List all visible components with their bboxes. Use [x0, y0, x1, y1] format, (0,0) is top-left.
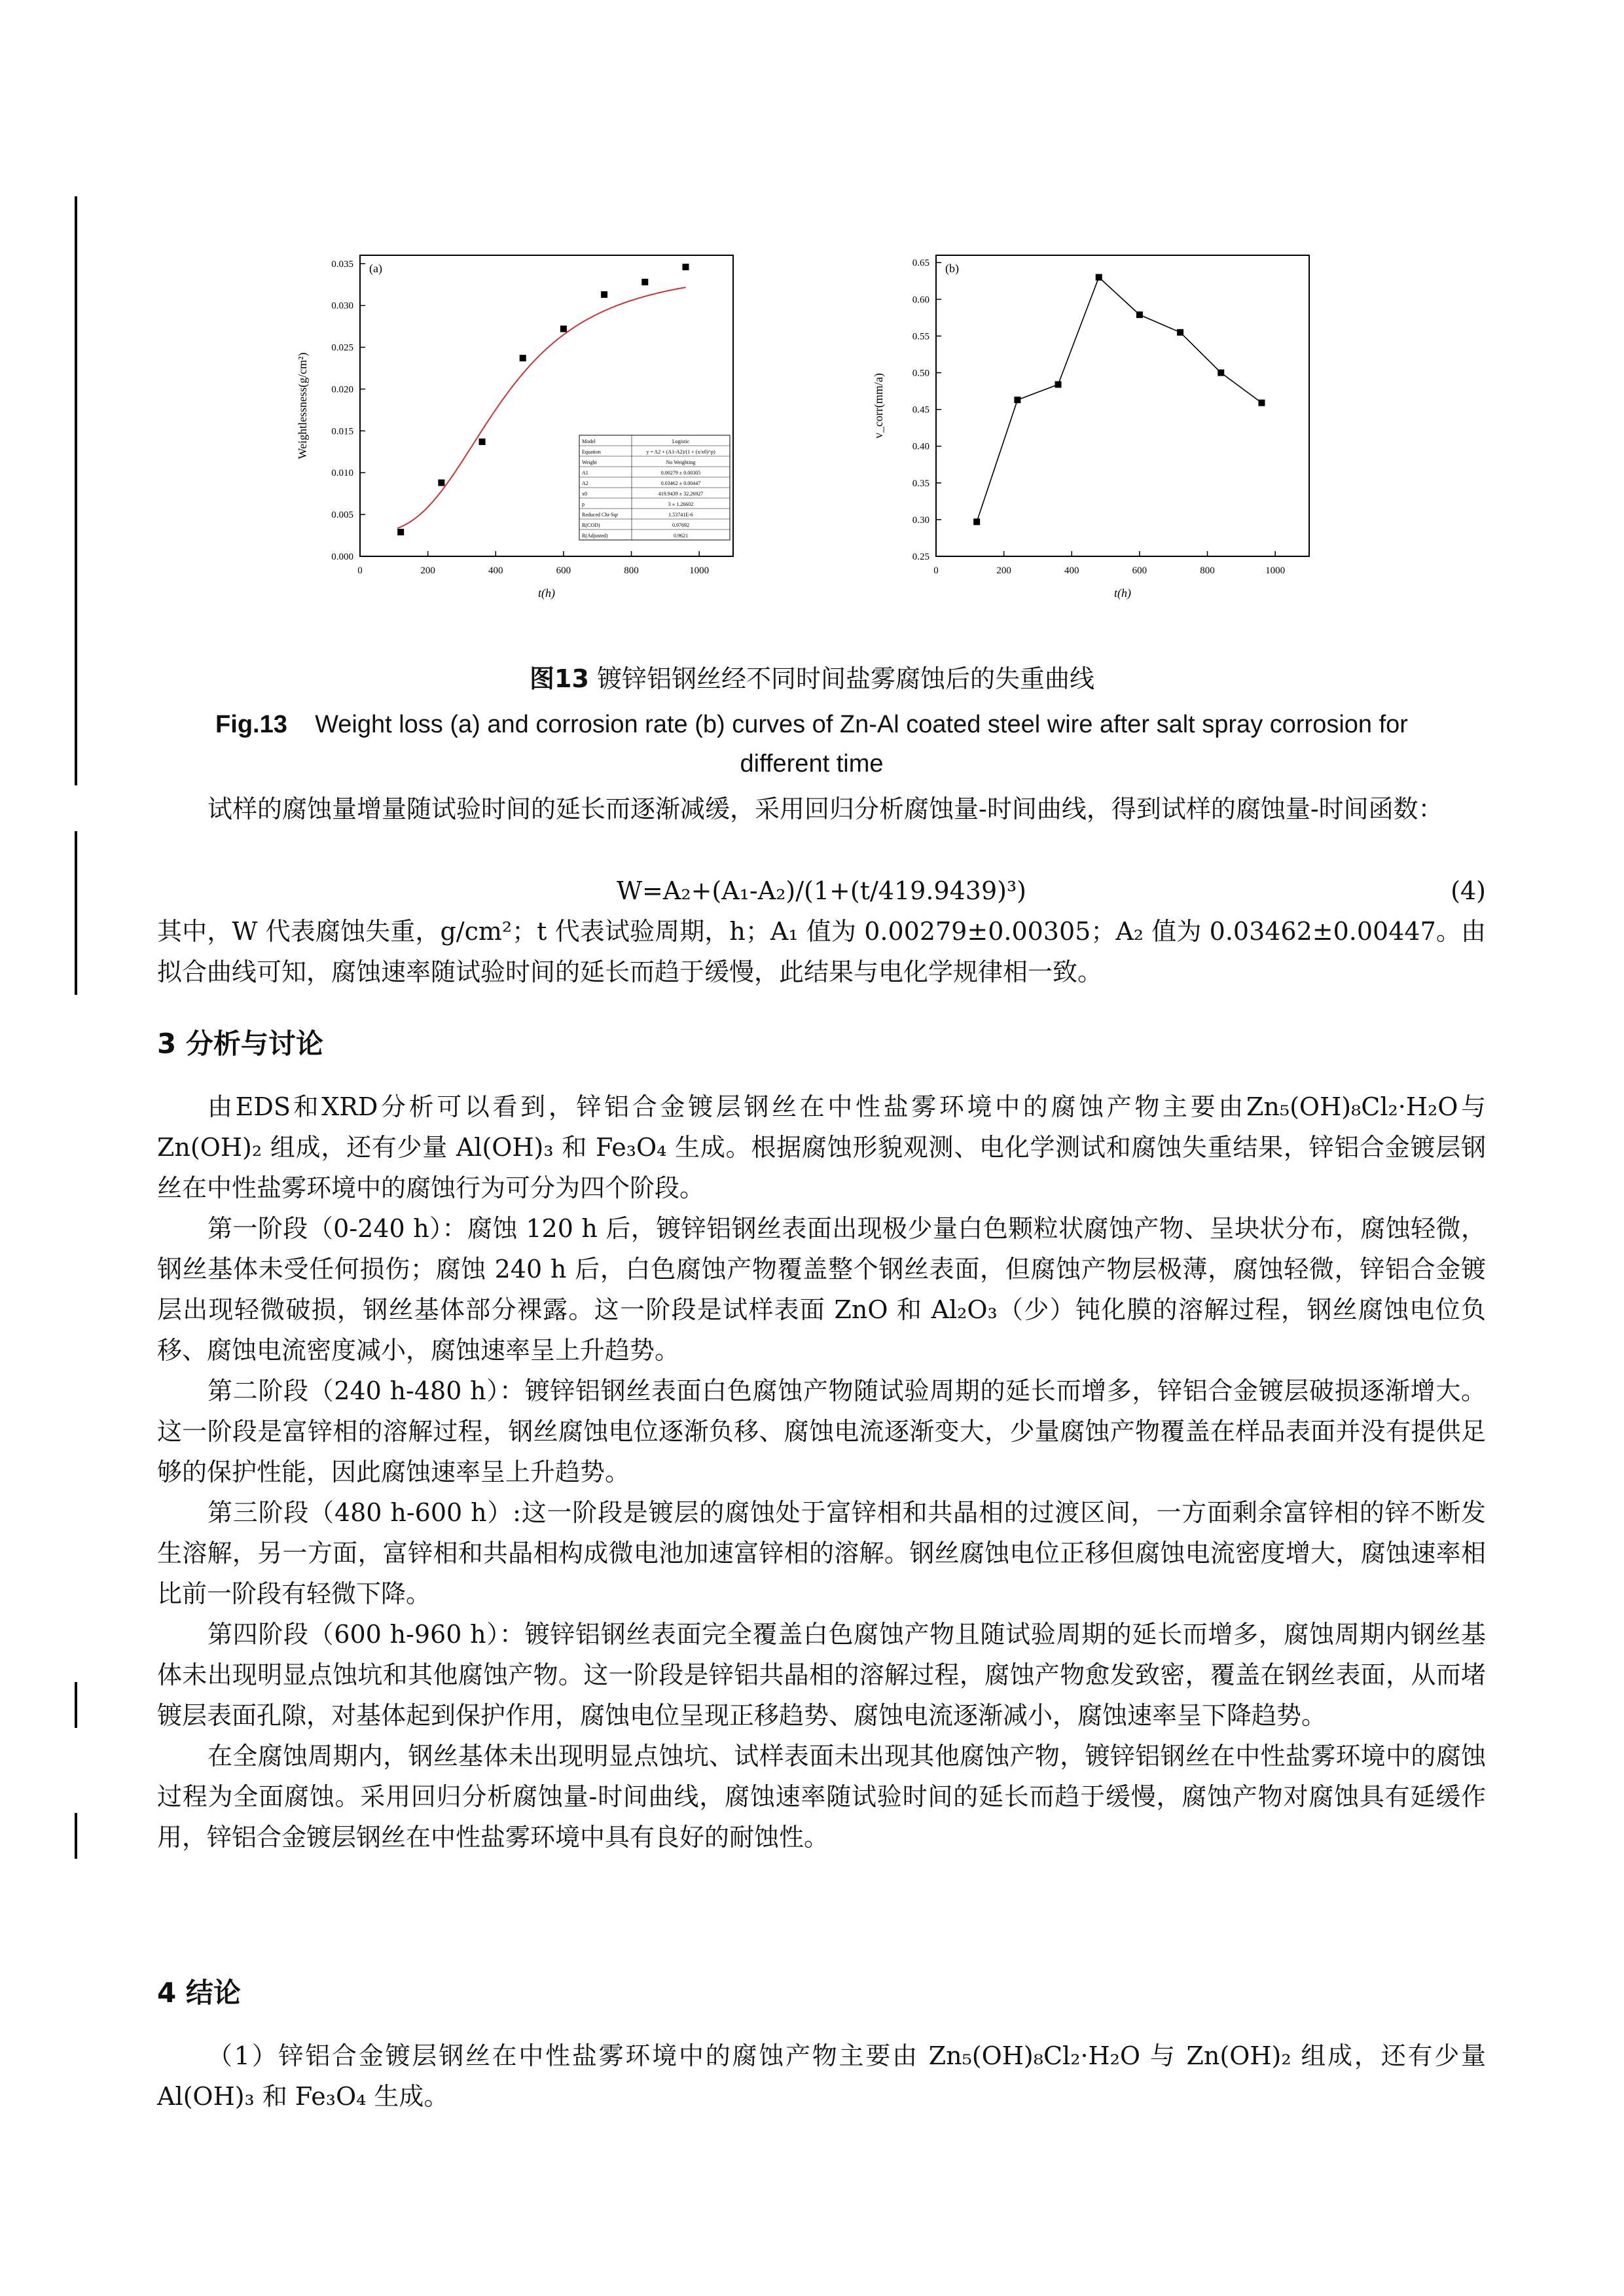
fit-table-key: R(COD) [582, 522, 600, 528]
data-point [1014, 397, 1020, 403]
panel-label: (a) [369, 262, 382, 275]
data-point [641, 279, 648, 285]
x-tick-label: 1000 [689, 565, 710, 576]
fit-table-value: 0.9621 [674, 533, 688, 539]
fit-table-value: 419.9439 ± 32.26927 [658, 491, 704, 497]
data-point [1136, 312, 1143, 318]
fit-table-key: R(Adjusted) [582, 533, 608, 539]
paragraph-text: 第四阶段（600 h-960 h）：镀锌铝钢丝表面完全覆盖白色腐蚀产物且随试验周期的延长而增多，腐蚀周期内钢丝基体未出现明显点蚀坑和其他腐蚀产物。这一阶段是锌铝共晶相的溶解过程，腐蚀产物愈发致密，覆盖在钢丝表面，从而堵镀层表面孔隙，对基体起到保护作用，腐蚀电位呈现正移趋势、腐蚀电流逐渐减小，腐蚀速率呈下降趋势。 [157, 1620, 1486, 1730]
fit-table-value: y = A2 + (A1-A2)/(1 + (x/x0)^p) [646, 449, 715, 455]
fit-table-value: 0.03462 ± 0.00447 [660, 480, 701, 486]
paragraph-text: 其中，W 代表腐蚀失重，g/cm²；t 代表试验周期，h；A₁ 值为 0.00279±0.00305；A₂ 值为 0.03462±0.00447。由拟合曲线可知，腐蚀速率随试验时间的延长而趋于缓慢，此结果与电化学规律相一致。 [157, 917, 1486, 986]
paragraph-text: 由EDS和XRD分析可以看到，锌铝合金镀层钢丝在中性盐雾环境中的腐蚀产物主要由Zn₅(OH)₈Cl₂·H₂O与 Zn(OH)₂ 组成，还有少量 Al(OH)₃ 和 Fe₃O₄ 生成。根据腐蚀形貌观测、电化学测试和腐蚀失重结果，锌铝合金镀层钢丝在中性盐雾环境中的腐蚀行为可分为四个阶段。 [157, 1092, 1486, 1202]
fit-table-key: Reduced Chi-Sqr [582, 512, 619, 518]
section-heading-3: 3 分析与讨论 [157, 1028, 323, 1060]
figure-label-cn: 图13 [530, 664, 589, 693]
data-point [1218, 370, 1224, 376]
corrosion-rate-chart [851, 242, 1322, 609]
y-tick-label: 0.020 [331, 384, 353, 395]
fit-table-key: A1 [582, 470, 588, 476]
x-axis-label: t(h) [1114, 586, 1131, 600]
y-tick-label: 0.030 [331, 300, 353, 312]
x-tick-label: 400 [488, 565, 503, 576]
paragraph-text: （1）锌铝合金镀层钢丝在中性盐雾环境中的腐蚀产物主要由 Zn₅(OH)₈Cl₂·H₂O 与 Zn(OH)₂ 组成，还有少量 Al(OH)₃ 和 Fe₃O₄ 生成。 [157, 2041, 1486, 2111]
y-tick-label: 0.60 [912, 295, 929, 306]
paragraph-text: 在全腐蚀周期内，钢丝基体未出现明显点蚀坑、试样表面未出现其他腐蚀产物，镀锌铝钢丝在中性盐雾环境中的腐蚀过程为全面腐蚀。采用回归分析腐蚀量-时间曲线，腐蚀速率随试验时间的延长而趋于缓慢，腐蚀产物对腐蚀具有延缓作用，锌铝合金镀层钢丝在中性盐雾环境中具有良好的耐蚀性。 [157, 1742, 1486, 1852]
y-tick-label: 0.010 [331, 468, 353, 479]
fit-table-value: 0.97692 [672, 522, 689, 528]
x-tick-label: 0 [357, 565, 363, 576]
y-tick-label: 0.65 [912, 258, 929, 269]
x-tick-label: 1000 [1265, 565, 1286, 576]
paragraph-text: 试样的腐蚀量增量随试验时间的延长而逐渐减缓，采用回归分析腐蚀量-时间曲线，得到试样的腐蚀量-时间函数： [208, 795, 1443, 823]
y-tick-label: 0.000 [331, 552, 353, 562]
fit-table-value: Logistic [672, 439, 690, 444]
data-point [520, 355, 526, 361]
y-tick-label: 0.005 [331, 510, 353, 521]
fit-table-value: 0.00279 ± 0.00305 [660, 470, 701, 476]
fit-table-key: Weight [582, 459, 597, 465]
fit-table-key: x0 [582, 491, 587, 497]
figure-title-cn: 镀锌铝钢丝经不同时间盐雾腐蚀后的失重曲线 [596, 664, 1094, 693]
figure-title-en: Weight loss (a) and corrosion rate (b) curves of Zn-Al coated steel wire after salt spray corrosion for different time [315, 711, 1408, 778]
data-point [682, 264, 689, 270]
fit-table-key: p [582, 501, 585, 507]
y-tick-label: 0.30 [912, 514, 929, 526]
fit-table-key: Equation [582, 449, 601, 455]
figure-caption-en [183, 705, 1440, 783]
x-tick-label: 600 [1132, 565, 1147, 576]
weight-loss-chart [275, 242, 746, 609]
paragraph-regression [157, 789, 1486, 829]
data-point [1258, 400, 1265, 406]
fit-table-value: 1.53741E-6 [668, 512, 693, 518]
x-tick-label: 0 [933, 565, 939, 576]
plot-frame [936, 255, 1309, 556]
revision-bar [75, 1813, 77, 1859]
y-tick-label: 0.35 [912, 478, 929, 489]
fit-table-key: A2 [582, 480, 588, 486]
y-tick-label: 0.015 [331, 426, 353, 437]
revision-bar [75, 831, 77, 995]
data-point [1096, 274, 1102, 281]
x-tick-label: 600 [556, 565, 571, 576]
x-tick-label: 800 [1200, 565, 1215, 576]
x-tick-label: 800 [624, 565, 639, 576]
data-point [1177, 329, 1183, 336]
x-axis-label: t(h) [538, 586, 555, 600]
section-heading-4: 4 结论 [157, 1977, 241, 2009]
paragraph-text: 第二阶段（240 h-480 h）：镀锌铝钢丝表面白色腐蚀产物随试验周期的延长而增多，锌铝合金镀层破损逐渐增大。这一阶段是富锌相的溶解过程，钢丝腐蚀电位逐渐负移、腐蚀电流逐渐变大，少量腐蚀产物覆盖在样品表面并没有提供足够的保护性能，因此腐蚀速率呈上升趋势。 [157, 1376, 1486, 1486]
equation-formula: W=A₂+(A₁-A₂)/(1+(t/419.9439)³) [617, 876, 1026, 905]
data-point [973, 518, 980, 525]
revision-bar [75, 196, 77, 785]
y-tick-label: 0.025 [331, 342, 353, 353]
y-axis-label: v_corr(mm/a) [872, 373, 885, 439]
y-tick-label: 0.035 [331, 259, 353, 270]
data-point [397, 529, 404, 535]
paragraph-where [157, 911, 1486, 992]
x-tick-label: 200 [420, 565, 435, 576]
data-point [438, 480, 444, 486]
y-tick-label: 0.55 [912, 331, 929, 342]
data-point [1055, 381, 1062, 387]
fit-table-value: No Weighting [666, 459, 696, 465]
panel-label: (b) [945, 262, 959, 275]
revision-bar [75, 1682, 77, 1728]
section-3-body [157, 1086, 1486, 1857]
figure-caption-cn [0, 662, 1624, 695]
x-tick-label: 200 [996, 565, 1011, 576]
data-point [601, 291, 607, 298]
y-axis-label: Weightlessness(g/cm²) [296, 352, 309, 459]
y-tick-label: 0.50 [912, 368, 929, 379]
data-point [560, 325, 567, 332]
x-tick-label: 400 [1064, 565, 1079, 576]
fit-table-key: Model [582, 439, 596, 444]
equation-number: (4) [1451, 876, 1486, 905]
section-4-body [157, 2036, 1486, 2117]
data-point [479, 439, 486, 445]
paragraph-text: 第三阶段（480 h-600 h）:这一阶段是镀层的腐蚀处于富锌相和共晶相的过渡区间，一方面剩余富锌相的锌不断发生溶解，另一方面，富锌相和共晶相构成微电池加速富锌相的溶解。钢丝腐蚀电位正移但腐蚀电流密度增大，腐蚀速率相比前一阶段有轻微下降。 [157, 1498, 1486, 1608]
y-tick-label: 0.40 [912, 441, 929, 452]
paragraph-text: 第一阶段（0-240 h）：腐蚀 120 h 后，镀锌铝钢丝表面出现极少量白色颗粒状腐蚀产物、呈块状分布，腐蚀轻微，钢丝基体未受任何损伤；腐蚀 240 h 后，白色腐蚀产物覆盖整个钢丝表面，但腐蚀产物层极薄，腐蚀轻微，锌铝合金镀层出现轻微破损，钢丝基体部分裸露。这一阶段是试样表面 ZnO 和 Al₂O₃（少）钝化膜的溶解过程，钢丝腐蚀电位负移、腐蚀电流密度减小，腐蚀速率呈上升趋势。 [157, 1214, 1486, 1365]
figure-label-en: Fig.13 [215, 711, 287, 738]
fit-table-value: 3 ± 1.26602 [668, 501, 694, 507]
y-tick-label: 0.45 [912, 404, 929, 416]
y-tick-label: 0.25 [912, 552, 929, 562]
